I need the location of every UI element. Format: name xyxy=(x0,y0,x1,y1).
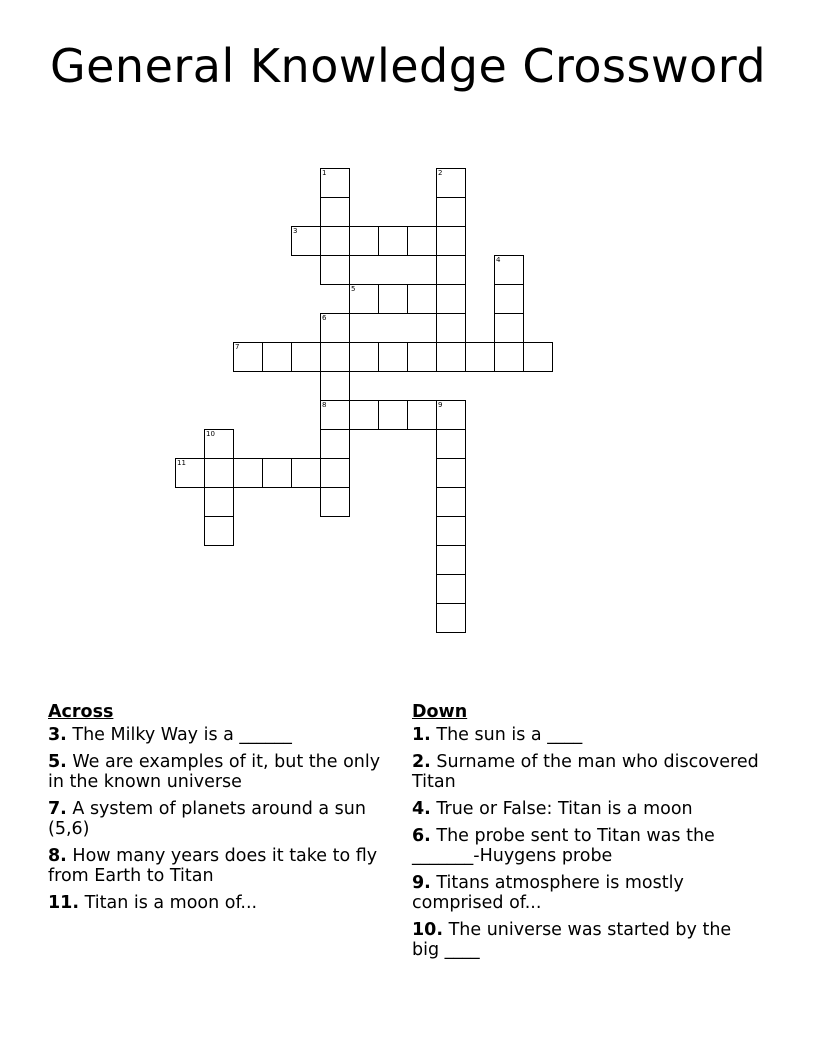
grid-cell[interactable] xyxy=(436,458,466,488)
grid-cell[interactable] xyxy=(291,226,321,256)
clue-down-1 xyxy=(412,725,762,745)
grid-cell[interactable] xyxy=(320,197,350,227)
clue-number: 5. xyxy=(48,752,67,772)
grid-cell[interactable] xyxy=(494,284,524,314)
grid-cell[interactable] xyxy=(436,313,466,343)
grid-cell[interactable] xyxy=(378,400,408,430)
across-heading: Across xyxy=(48,702,114,722)
clue-text: The Milky Way is a ______ xyxy=(72,725,292,745)
grid-cell[interactable] xyxy=(320,429,350,459)
grid-cell[interactable] xyxy=(436,400,466,430)
clue-across-11 xyxy=(48,893,388,913)
grid-cell[interactable] xyxy=(465,342,495,372)
clue-text: The universe was started by the big ____ xyxy=(412,920,732,960)
grid-cell[interactable] xyxy=(436,574,466,604)
cell-number: 7 xyxy=(235,343,240,351)
grid-cell[interactable] xyxy=(320,255,350,285)
grid-cell[interactable] xyxy=(320,313,350,343)
grid-cell[interactable] xyxy=(407,400,437,430)
grid-cell[interactable] xyxy=(291,458,321,488)
clue-number: 10. xyxy=(412,920,444,940)
grid-cell[interactable] xyxy=(436,284,466,314)
clue-number: 6. xyxy=(412,826,431,846)
grid-cell[interactable] xyxy=(436,516,466,546)
clue-text: The probe sent to Titan was the _______-Huygens probe xyxy=(412,826,715,866)
grid-cell[interactable] xyxy=(494,313,524,343)
grid-cell[interactable] xyxy=(349,400,379,430)
grid-cell[interactable] xyxy=(407,284,437,314)
grid-cell[interactable] xyxy=(436,226,466,256)
grid-cell[interactable] xyxy=(378,284,408,314)
cell-number: 6 xyxy=(322,314,327,322)
grid-cell[interactable] xyxy=(436,342,466,372)
grid-cell[interactable] xyxy=(436,255,466,285)
clue-down-6 xyxy=(412,826,762,866)
cell-number: 3 xyxy=(293,227,298,235)
clue-across-8 xyxy=(48,846,388,886)
clue-number: 1. xyxy=(412,725,431,745)
clue-number: 3. xyxy=(48,725,67,745)
grid-cell[interactable] xyxy=(233,458,263,488)
grid-cell[interactable] xyxy=(204,516,234,546)
clue-down-4 xyxy=(412,799,762,819)
grid-cell[interactable] xyxy=(262,458,292,488)
down-heading: Down xyxy=(412,702,468,722)
grid-cell[interactable] xyxy=(436,429,466,459)
clue-number: 7. xyxy=(48,799,67,819)
cell-number: 1 xyxy=(322,169,327,177)
cell-number: 8 xyxy=(322,401,327,409)
grid-cell[interactable] xyxy=(349,342,379,372)
grid-cell[interactable] xyxy=(320,458,350,488)
grid-cell[interactable] xyxy=(378,226,408,256)
grid-cell[interactable] xyxy=(320,168,350,198)
clue-across-3 xyxy=(48,725,388,745)
clue-text: A system of planets around a sun (5,6) xyxy=(48,799,366,839)
cell-number: 5 xyxy=(351,285,356,293)
grid-cell[interactable] xyxy=(320,226,350,256)
clue-text: True or False: Titan is a moon xyxy=(436,799,693,819)
grid-cell[interactable] xyxy=(233,342,263,372)
grid-cell[interactable] xyxy=(494,342,524,372)
grid-cell[interactable] xyxy=(494,255,524,285)
down-clues xyxy=(412,702,762,967)
grid-cell[interactable] xyxy=(320,400,350,430)
across-clues xyxy=(48,702,388,920)
grid-cell[interactable] xyxy=(378,342,408,372)
grid-cell[interactable] xyxy=(204,487,234,517)
grid-cell[interactable] xyxy=(291,342,321,372)
grid-cell[interactable] xyxy=(262,342,292,372)
page-title: General Knowledge Crossword xyxy=(49,39,767,93)
grid-cell[interactable] xyxy=(204,429,234,459)
grid-cell[interactable] xyxy=(320,487,350,517)
clue-number: 9. xyxy=(412,873,431,893)
cell-number: 10 xyxy=(206,430,215,438)
grid-cell[interactable] xyxy=(320,342,350,372)
grid-cell[interactable] xyxy=(436,603,466,633)
clue-text: We are examples of it, but the only in the known universe xyxy=(48,752,381,792)
clue-down-9 xyxy=(412,873,762,913)
clue-across-7 xyxy=(48,799,388,839)
clue-number: 4. xyxy=(412,799,431,819)
clue-text: Titans atmosphere is mostly comprised of... xyxy=(412,873,684,913)
grid-cell[interactable] xyxy=(204,458,234,488)
clue-text: Titan is a moon of... xyxy=(84,893,258,913)
grid-cell[interactable] xyxy=(436,545,466,575)
cell-number: 4 xyxy=(496,256,501,264)
grid-cell[interactable] xyxy=(349,226,379,256)
cell-number: 2 xyxy=(438,169,443,177)
cell-number: 11 xyxy=(177,459,186,467)
grid-cell[interactable] xyxy=(349,284,379,314)
clue-text: The sun is a ____ xyxy=(436,725,583,745)
clue-text: Surname of the man who discovered Titan xyxy=(412,752,759,792)
grid-cell[interactable] xyxy=(407,226,437,256)
clue-down-10 xyxy=(412,920,762,960)
grid-cell[interactable] xyxy=(407,342,437,372)
clue-number: 2. xyxy=(412,752,431,772)
clue-down-2 xyxy=(412,752,762,792)
grid-cell[interactable] xyxy=(320,371,350,401)
clue-across-5 xyxy=(48,752,388,792)
cell-number: 9 xyxy=(438,401,443,409)
clue-number: 8. xyxy=(48,846,67,866)
grid-cell[interactable] xyxy=(175,458,205,488)
clue-text: How many years does it take to fly from Earth to Titan xyxy=(48,846,378,886)
clue-number: 11. xyxy=(48,893,80,913)
grid-cell[interactable] xyxy=(436,197,466,227)
grid-cell[interactable] xyxy=(436,487,466,517)
grid-cell[interactable] xyxy=(436,168,466,198)
grid-cell[interactable] xyxy=(523,342,553,372)
